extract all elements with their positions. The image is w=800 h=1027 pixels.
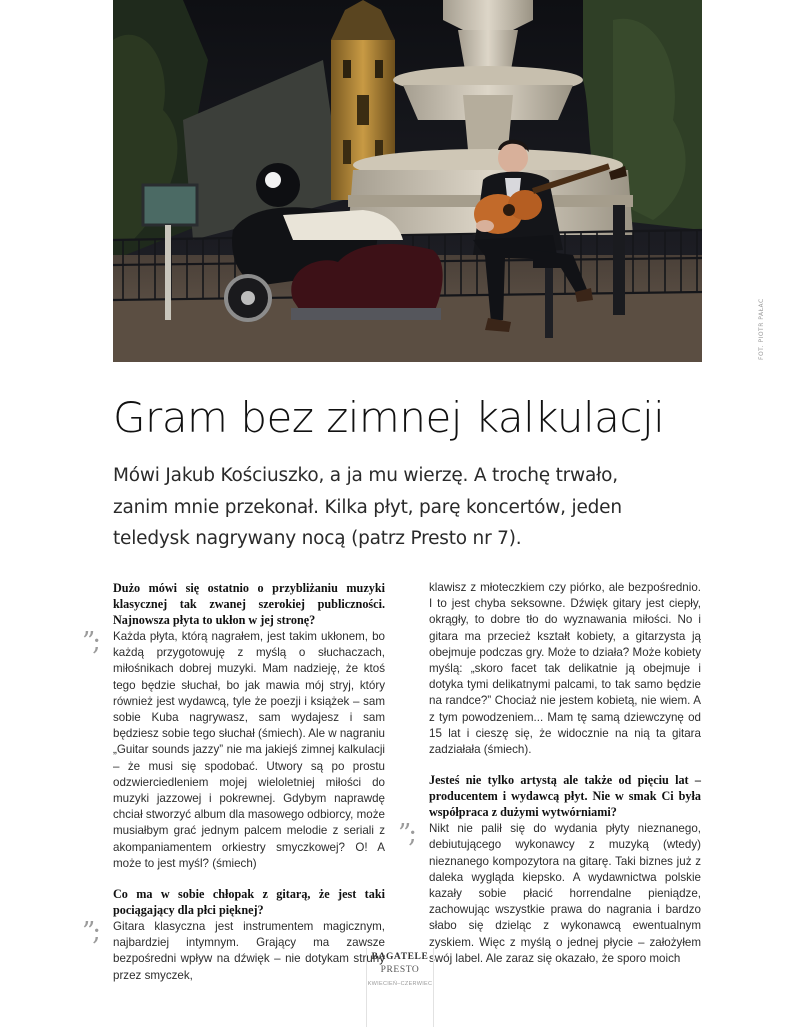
footer-section: BAGATELE [371, 952, 429, 962]
answer-text: Nikt nie palił się do wydania płyty nieznanego, debiutującego wykonawcy z muzyką (wtedy) nieznanego kompozytora na gitarę. Taki biznes już z daleka wygląda kiepsko. A wydawnictwa polskie kazały sobie płacić horrendalne pieniądze, zachowując wszystkie prawa do nagrania i bardzo słabo się dzieląc z wykonawcą ewentualnym zyskiem. Więc z myślą o jednej płycie – założyłem swój label. Ale zaraz się okazało, że sporo moich [429, 822, 701, 965]
interview-question: Jesteś nie tylko artystą ale także od pięciu lat – producentem i wydawcą płyt. Nie w smak Ci była współpraca z dużymi wytwórniami? [429, 773, 701, 820]
text-column-left [82, 580, 385, 998]
interview-question: Co ma w sobie chłopak z gitarą, że jest taki pociągający dla płci pięknej? [113, 887, 385, 918]
qa-block [82, 580, 385, 872]
interview-question: Dużo mówi się ostatnio o przybliżaniu muzyki klasycznej tak zwanej szerokiej publiczności. Najnowsza płyta to ukłon w jej stronę? [113, 581, 385, 627]
interview-answer [82, 917, 385, 984]
quote-mark-icon: ”; [398, 819, 415, 850]
quote-mark-icon: ”; [82, 917, 99, 948]
article-lead: Mówi Jakub Kościuszko, a ja mu wierzę. A trochę trwało, zanim mnie przekonał. Kilka płyt, parę koncertów, jeden teledysk nagrywany nocą (patrz Presto nr 7). [113, 465, 622, 549]
photo-credit: FOT. PIOTR PAŁAC [758, 298, 765, 360]
answer-text: Każda płyta, którą nagrałem, jest takim ukłonem, bo każdą przygotowuję z myślą o słuchaczach, miłośnikach dobrej muzyki. Mam nadzieję, że ktoś tego będzie słuchał, bo jak mawia mój stryj, który również jest wydawcą, tyle że poezji i książek – sam sobie Kuba nagrywasz, sam wydajesz i sam będziesz sobie tego słuchał (śmiech). Ale w nagraniu „Guitar sounds jazzy” nie ma jakiejś zimnej kalkulacji – że musi się spodobać. Utwory są po prostu odzwierciedleniem mojej wieloletniej miłości do muzyki jazzowej i pokrewnej. Gdybym naprawdę chciał stworzyć album dla masowego odbiorcy, może musiałbym grać jednym palcem melodie z seriali z akompaniamentem orkiestry smyczkowej? O! A może to jest myśl? (śmiech) [113, 630, 385, 870]
qa-block [82, 886, 385, 984]
article-title: Gram bez zimnej kalkulacji [113, 393, 665, 442]
footer-issue: KWIECIEŃ–CZERWIEC [367, 981, 433, 987]
footer-magazine: PRESTO [380, 965, 420, 975]
quote-mark-icon: ”; [82, 627, 99, 657]
answer-text-continued: klawisz z młoteczkiem czy piórko, ale bezpośrednio. I to jest chyba seksowne. Dźwięk gitary jest ciepły, okrągły, to dobre tło do wyznawania miłości. No i gitara ma przecież kształt kobiety, a gitarzysta ją obejmuje podczas gry. Może to działa? Może kobiety myślą: „skoro facet tak delikatnie ją obejmuje i dotyka tymi delikatnymi palcami, to tak samo będzie na randce?” Chociaż nie jestem kobietą, nie wiem. A z tym powodzeniem... Mam tę samą dziewczynę od 15 lat i cieszę się, że widocznie na nią ta gitara zadziałała (śmiech). [429, 581, 701, 757]
qa-block [429, 580, 701, 758]
article-photo [113, 0, 702, 362]
photo-guitarist-at-fountain-icon [113, 0, 702, 362]
interview-answer [82, 627, 385, 872]
page-footer [366, 948, 434, 1027]
answer-text: Gitara klasyczna jest instrumentem magicznym, najbardziej intymnym. Grający ma zawsze bezpośredni wpływ na dźwięk – nie dotykam struny przez smyczek, [113, 920, 385, 982]
